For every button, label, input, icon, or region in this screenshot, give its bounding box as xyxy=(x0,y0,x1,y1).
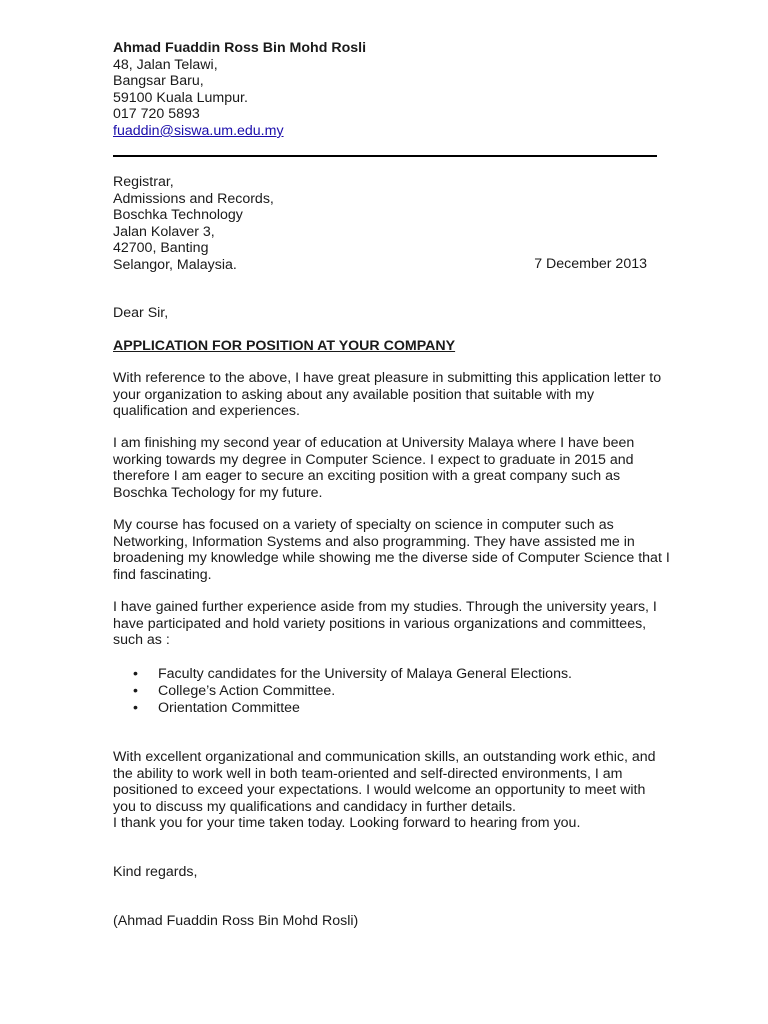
sender-block xyxy=(113,40,658,140)
recipient-line: Jalan Kolaver 3, xyxy=(113,223,215,240)
paragraph-line: your organization to asking about any available position that suitable with my xyxy=(113,386,595,403)
list-item xyxy=(113,700,572,717)
paragraph-line: I have gained further experience aside from my studies. Through the university years, I xyxy=(113,599,657,615)
paragraph-line: positioned to exceed your expectations. I would welcome an opportunity to meet with xyxy=(113,782,646,799)
paragraph-line: you to discuss my qualifications and candidacy in further details. xyxy=(113,798,516,815)
closing: Kind regards, xyxy=(113,864,198,880)
sender-phone: 017 720 5893 xyxy=(113,106,200,123)
paragraph-line: broadening my knowledge while showing me the diverse side of Computer Science that I xyxy=(113,550,670,567)
paragraph-line: qualification and experiences. xyxy=(113,403,300,420)
body-paragraph xyxy=(113,599,663,649)
list-item xyxy=(113,683,572,700)
paragraph-line: With excellent organizational and communication skills, an outstanding work ethic, and xyxy=(113,749,656,765)
salutation: Dear Sir, xyxy=(113,305,169,321)
recipient-line: 42700, Banting xyxy=(113,240,209,257)
body-paragraph xyxy=(113,517,670,583)
body-paragraph xyxy=(113,435,663,501)
letter-date: 7 December 2013 xyxy=(534,256,647,272)
sender-address-line: 48, Jalan Telawi, xyxy=(113,56,218,73)
paragraph-line: have participated and hold variety positions in various organizations and committees, xyxy=(113,615,647,632)
signature: (Ahmad Fuaddin Ross Bin Mohd Rosli) xyxy=(113,913,359,929)
letter-subject: APPLICATION FOR POSITION AT YOUR COMPANY xyxy=(113,338,456,354)
sender-address-line: Bangsar Baru, xyxy=(113,73,204,90)
paragraph-line: therefore I am eager to secure an exciting position with a great company such as xyxy=(113,468,621,485)
paragraph-line: I am finishing my second year of education at University Malaya where I have been xyxy=(113,435,635,451)
paragraph-line: such as : xyxy=(113,632,170,649)
list-item-text: Orientation Committee xyxy=(158,700,300,716)
body-paragraph xyxy=(113,749,663,832)
paragraph-line: With reference to the above, I have great pleasure in submitting this application letter to xyxy=(113,370,662,386)
recipient-line: Boschka Technology xyxy=(113,207,243,224)
list-item xyxy=(113,666,572,683)
paragraph-line: find fascinating. xyxy=(113,566,212,583)
paragraph-line: Boschka Techology for my future. xyxy=(113,484,323,501)
paragraph-line: working towards my degree in Computer Science. I expect to graduate in 2015 and xyxy=(113,451,634,468)
sender-address-line: 59100 Kuala Lumpur. xyxy=(113,89,248,106)
bullet-icon: • xyxy=(133,683,138,699)
bullet-icon: • xyxy=(133,700,138,716)
sender-name: Ahmad Fuaddin Ross Bin Mohd Rosli xyxy=(113,40,367,56)
sender-email-link[interactable]: fuaddin@siswa.um.edu.my xyxy=(113,122,284,139)
paragraph-line: I thank you for your time taken today. Looking forward to hearing from you. xyxy=(113,815,581,832)
recipient-line: Registrar, xyxy=(113,174,174,190)
list-item-text: Faculty candidates for the University of Malaya General Elections. xyxy=(158,666,572,682)
bullet-icon: • xyxy=(133,666,138,682)
recipient-line: Admissions and Records, xyxy=(113,190,274,207)
header-divider xyxy=(113,155,657,157)
positions-list xyxy=(113,666,572,717)
recipient-line: Selangor, Malaysia. xyxy=(113,256,237,273)
paragraph-line: My course has focused on a variety of specialty on science in computer such as xyxy=(113,517,614,533)
paragraph-line: Networking, Information Systems and also programming. They have assisted me in xyxy=(113,533,635,550)
body-paragraph xyxy=(113,370,663,420)
paragraph-line: the ability to work well in both team-oriented and self-directed environments, I am xyxy=(113,765,623,782)
list-item-text: College’s Action Committee. xyxy=(158,683,336,699)
